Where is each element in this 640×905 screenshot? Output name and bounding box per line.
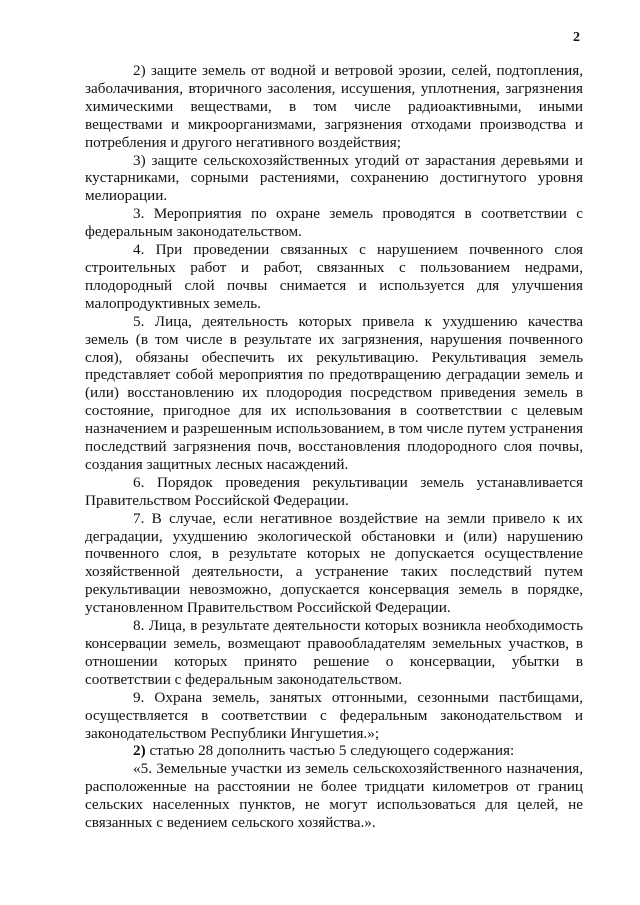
paragraph-point-6: 6. Порядок проведения рекультивации земель устанавливается Правительством Российской Федерации.: [85, 473, 583, 509]
amendment-text: статью 28 дополнить частью 5 следующего содержания:: [145, 742, 515, 760]
document-body: [85, 62, 583, 832]
new-part-paragraph: «5. Земельные участки из земель сельскохозяйственного назначения, расположенные на расстоянии не более тридцати километров от границ сельских населенных пунктов, не могут использоваться для целей, не связанных с ведением сельского хозяйства.».: [85, 760, 583, 832]
paragraph-point-4: 4. При проведении связанных с нарушением почвенного слоя строительных работ и работ, связанных с пользованием недрами, плодородный слой почвы снимается и используется для улучшения малопродуктивных земель.: [85, 241, 583, 312]
paragraph-point-5: 5. Лица, деятельность которых привела к ухудшению качества земель (в том числе в результате их загрязнения, нарушения почвенного слоя), обязаны обеспечить их рекультивацию. Рекультивация земель представляет собой мероприятия по предотвращению деградации земель и (или) восстановлению их плодородия посредством приведения земель в состояние, пригодное для их использования в соответствии с целевым назначением и разрешенным использованием, в том числе путем устранения последствий загрязнения почв, восстановления плодородного слоя почвы, создания защитных лесных насаждений.: [85, 312, 583, 473]
paragraph-point-9: 9. Охрана земель, занятых отгонными, сезонными пастбищами, осуществляется в соответствии с федеральным законодательством и законодательством Республики Ингушетия.»;: [85, 688, 583, 742]
amendment-paragraph: [85, 742, 583, 760]
paragraph-item-2: 2) защите земель от водной и ветровой эрозии, селей, подтопления, заболачивания, вторичного засоления, иссушения, уплотнения, загрязнения химическими веществами, в том числе радиоактивными, иными веществами и микроорганизмами, загрязнения отходами производства и потребления и другого негативного воздействия;: [85, 62, 583, 151]
paragraph-point-8: 8. Лица, в результате деятельности которых возникла необходимость консервации земель, возмещают правообладателям земельных участков, в отношении которых принято решение о консервации, убытки в соответствии с федеральным законодательством.: [85, 617, 583, 688]
amendment-number: 2): [133, 742, 146, 760]
page-number: 2: [573, 30, 580, 45]
paragraph-item-3: 3) защите сельскохозяйственных угодий от зарастания деревьями и кустарниками, сорными растениями, сохранению достигнутого уровня мелиорации.: [85, 151, 583, 205]
paragraph-point-7: 7. В случае, если негативное воздействие на земли привело к их деградации, ухудшению экологической обстановки и (или) нарушению почвенного слоя, в результате которых не допускается осуществление хозяйственной деятельности, а устранение таких последствий путем рекультивации невозможно, допускается консервация земель в порядке, установленном Правительством Российской Федерации.: [85, 509, 583, 617]
paragraph-point-3: 3. Мероприятия по охране земель проводятся в соответствии с федеральным законодательством.: [85, 205, 583, 241]
